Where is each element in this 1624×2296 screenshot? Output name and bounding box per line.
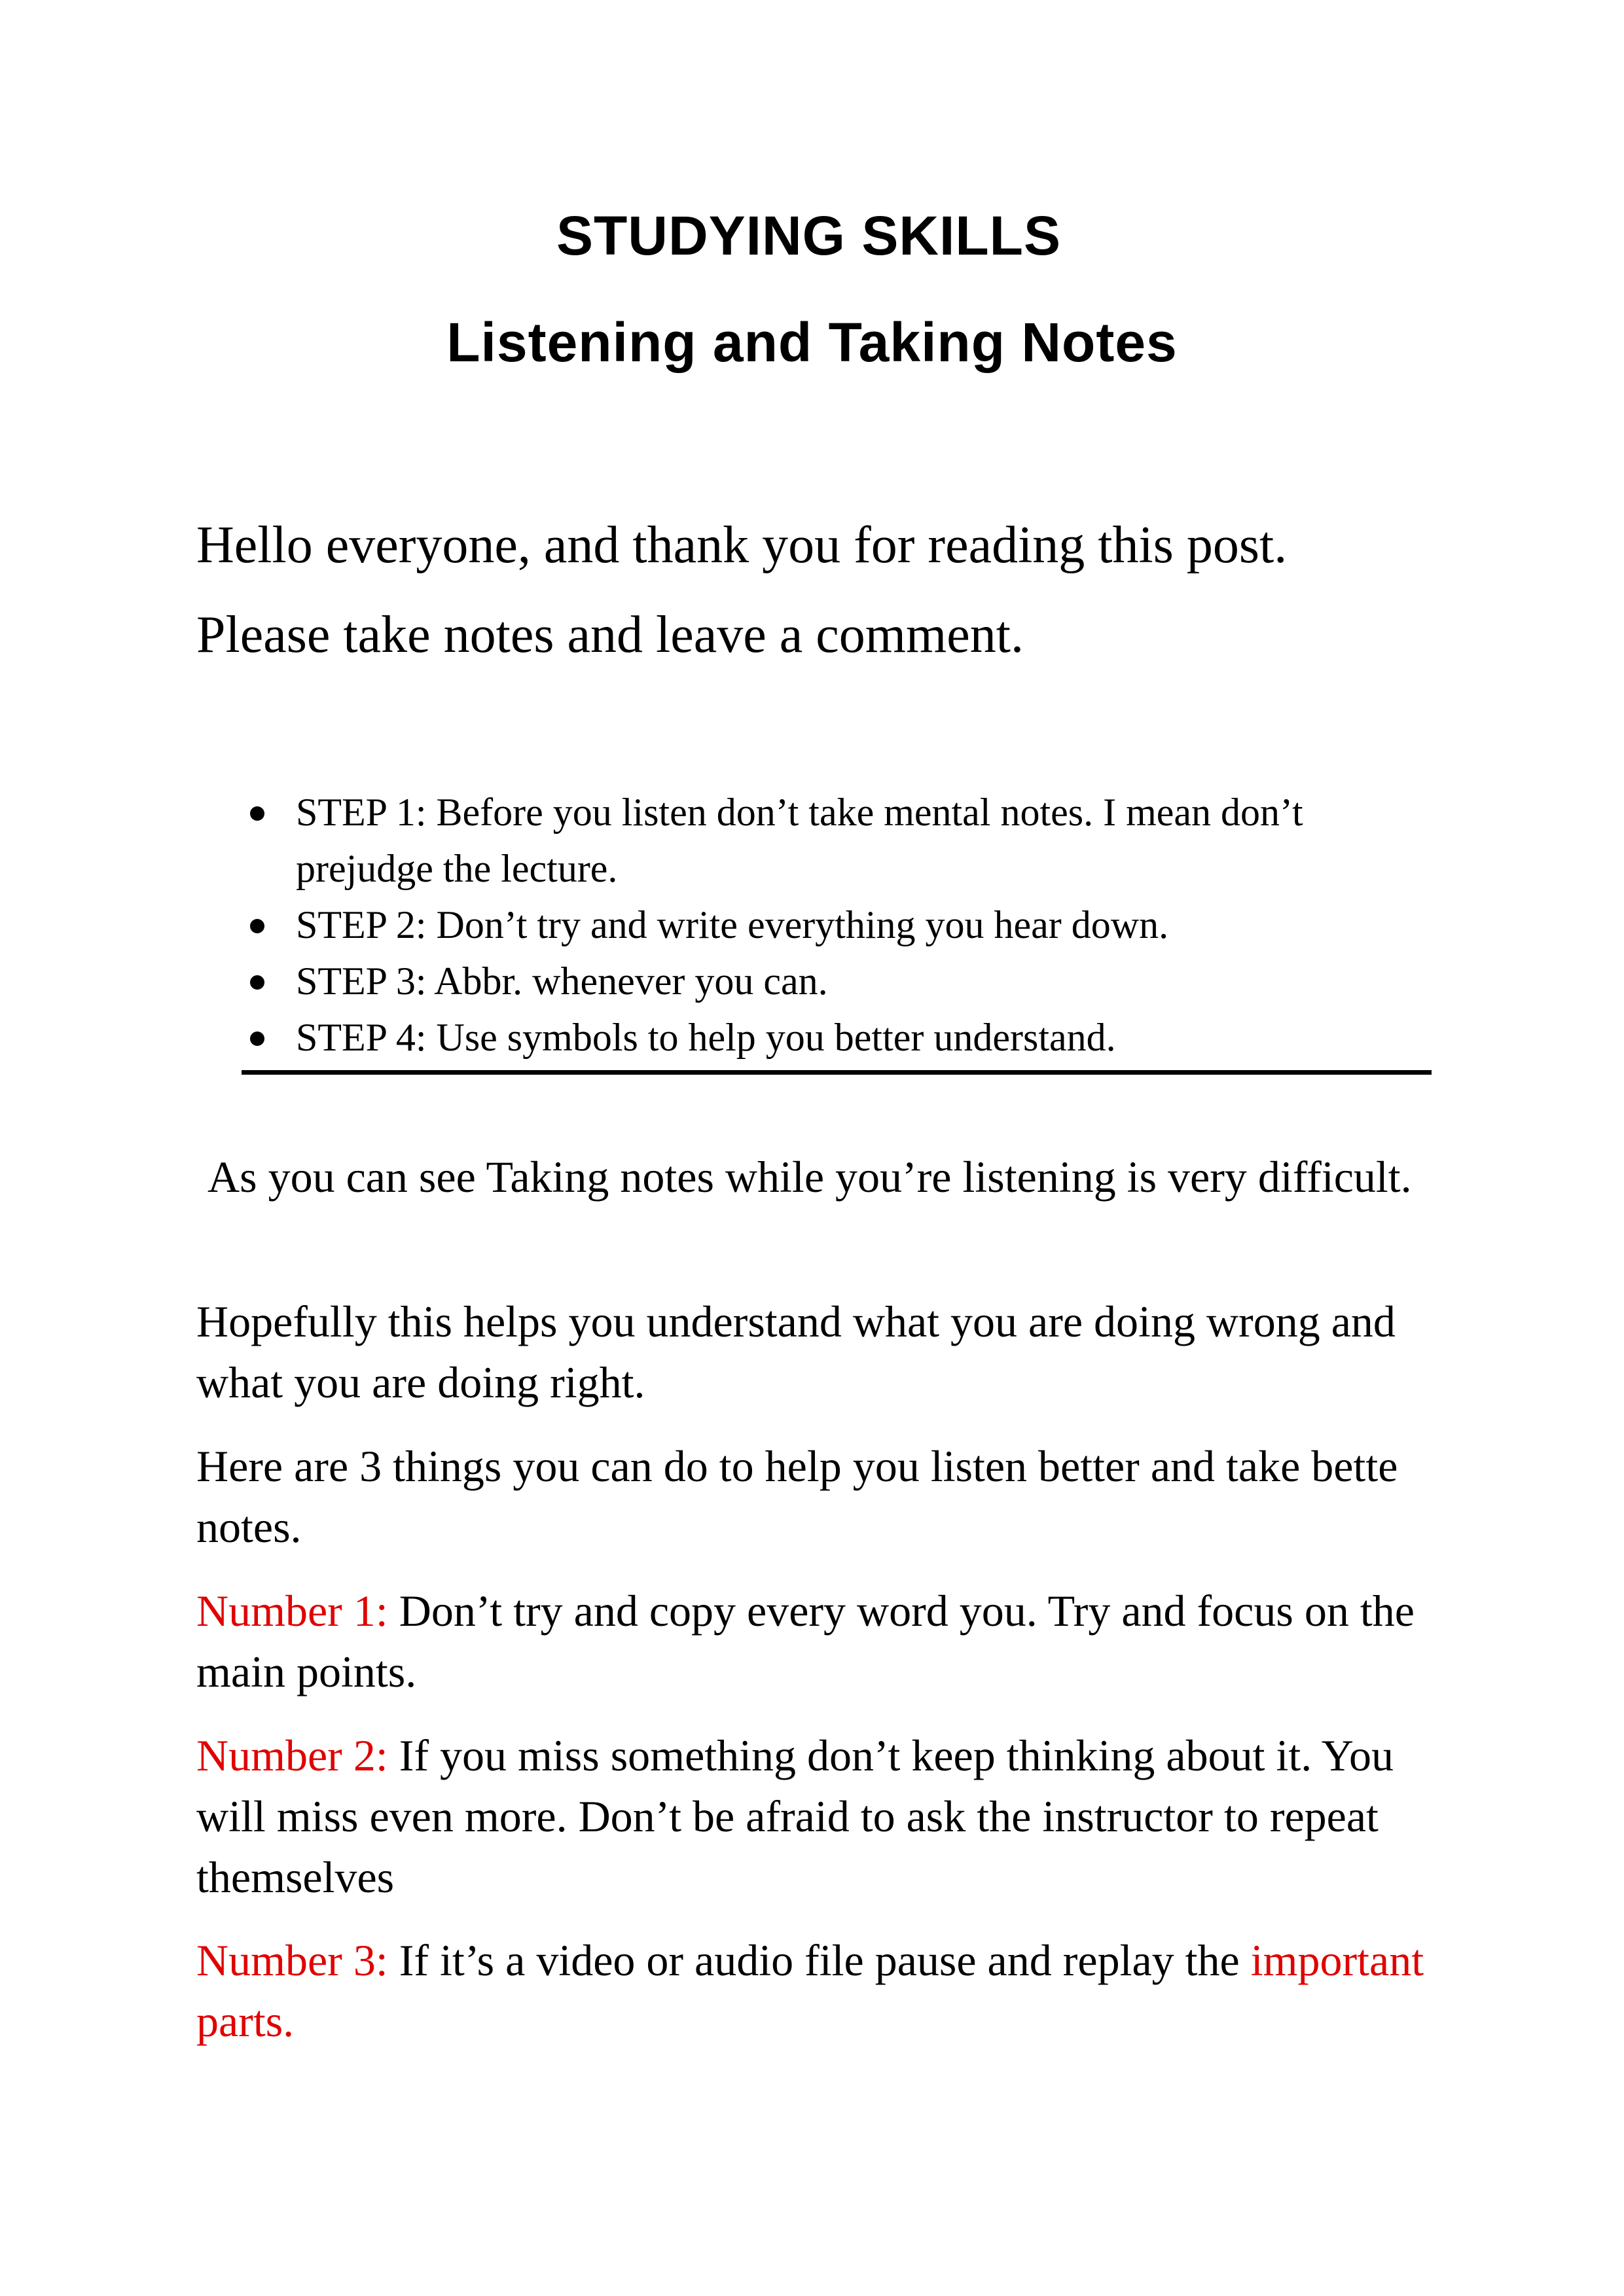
step-text: STEP 3: Abbr. whenever you can. <box>296 960 828 1003</box>
list-item <box>242 953 1430 1009</box>
tip-number-2 <box>196 1725 1453 1908</box>
horizontal-divider <box>242 1070 1432 1075</box>
paragraph-difficulty: As you can see Taking notes while you’re listening is very difficult. <box>208 1152 1412 1202</box>
tip-text: Don’t try and copy every word you. Try and focus on the main points. <box>196 1586 1415 1696</box>
intro-greeting: Hello everyone, and thank you for reading this post. <box>196 516 1288 574</box>
tip-label: Number 2: <box>196 1731 388 1780</box>
paragraph-hopefully: Hopefully this helps you understand what you are doing wrong and what you are doing right. <box>196 1297 1396 1407</box>
step-text: STEP 4: Use symbols to help you better understand. <box>296 1016 1116 1059</box>
bullet-icon <box>250 919 264 933</box>
intro-request: Please take notes and leave a comment. <box>196 606 1024 664</box>
tip-label: Number 1: <box>196 1586 388 1636</box>
tip-text: If it’s a video or audio file pause and replay the <box>388 1935 1251 1985</box>
paragraph-things: Here are 3 things you can do to help you listen better and take bette notes. <box>196 1441 1398 1552</box>
document-title: STUDYING SKILLS <box>556 205 1062 266</box>
list-item <box>242 784 1430 897</box>
list-item <box>242 897 1430 953</box>
tip-number-1 <box>196 1581 1453 1702</box>
bullet-icon <box>250 1031 264 1046</box>
bullet-icon <box>250 975 264 990</box>
step-text: STEP 1: Before you listen don’t take mental notes. I mean don’t prejudge the lecture. <box>296 791 1303 890</box>
steps-list <box>242 784 1430 1066</box>
tip-number-3 <box>196 1930 1453 2052</box>
tip-text: If you miss something don’t keep thinking about it. You will miss even more. Don’t be afraid to ask the instructor to repeat themselves <box>196 1731 1394 1902</box>
step-text: STEP 2: Don’t try and write everything you hear down. <box>296 903 1169 946</box>
tip-label: Number 3: <box>196 1935 388 1985</box>
bullet-icon <box>250 806 264 821</box>
document-subtitle: Listening and Taking Notes <box>446 312 1178 373</box>
tip-emphasis: important parts. <box>196 1935 1424 2046</box>
list-item <box>242 1009 1430 1066</box>
